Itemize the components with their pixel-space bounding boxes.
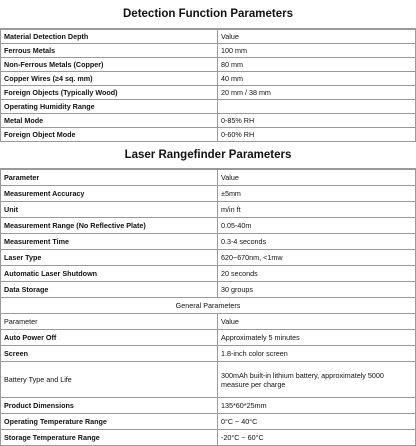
table-row: [1, 128, 416, 142]
value-cell: 100 mm: [218, 44, 416, 58]
param-cell: Ferrous Metals: [1, 44, 218, 58]
general-section-heading-row: [1, 298, 416, 314]
header-param: Material Detection Depth: [1, 30, 218, 44]
value-cell: 20 seconds: [218, 266, 416, 282]
param-cell: Auto Power Off: [1, 330, 218, 346]
param-cell: Screen: [1, 346, 218, 362]
table-row: [1, 266, 416, 282]
table-header-row: [1, 170, 416, 186]
value-cell: -20°C ~ 60°C: [218, 430, 416, 446]
table-row: [1, 58, 416, 72]
laser-title: Laser Rangefinder Parameters: [0, 142, 416, 169]
param-cell: Operating Humidity Range: [1, 100, 218, 114]
value-cell: 0.05-40m: [218, 218, 416, 234]
table-row: [1, 86, 416, 100]
value-cell: ±5mm: [218, 186, 416, 202]
param-cell: Battery Type and Life: [1, 362, 218, 398]
param-cell: Measurement Range (No Reflective Plate): [1, 218, 218, 234]
param-cell: Copper Wires (≥4 sq. mm): [1, 72, 218, 86]
table-row: [1, 282, 416, 298]
table-row: [1, 218, 416, 234]
param-cell: Measurement Time: [1, 234, 218, 250]
value-cell: 0.3-4 seconds: [218, 234, 416, 250]
param-cell: Operating Temperature Range: [1, 414, 218, 430]
table-row: [1, 330, 416, 346]
table-row: [1, 100, 416, 114]
value-cell: m/in ft: [218, 202, 416, 218]
value-cell: 0°C ~ 40°C: [218, 414, 416, 430]
table-row: [1, 114, 416, 128]
value-cell: [218, 100, 416, 114]
table-row: [1, 362, 416, 398]
table-row: [1, 44, 416, 58]
header-value: Value: [218, 314, 416, 330]
param-cell: Foreign Object Mode: [1, 128, 218, 142]
table-row: [1, 72, 416, 86]
value-cell: 0-60% RH: [218, 128, 416, 142]
table-row: [1, 202, 416, 218]
laser-table: [0, 169, 416, 446]
value-cell: 620~670nm, <1mw: [218, 250, 416, 266]
detection-table: [0, 29, 416, 142]
table-header-row: [1, 314, 416, 330]
param-cell: Metal Mode: [1, 114, 218, 128]
param-cell: Data Storage: [1, 282, 218, 298]
param-cell: Laser Type: [1, 250, 218, 266]
table-row: [1, 430, 416, 446]
value-cell: 300mAh built-in lithium battery, approximately 5000 measure per charge: [218, 362, 416, 398]
value-cell: 30 groups: [218, 282, 416, 298]
value-cell: 0-85% RH: [218, 114, 416, 128]
table-row: [1, 250, 416, 266]
param-cell: Foreign Objects (Typically Wood): [1, 86, 218, 100]
general-title: General Parameters: [1, 298, 416, 314]
table-row: [1, 346, 416, 362]
param-cell: Non-Ferrous Metals (Copper): [1, 58, 218, 72]
header-param: Parameter: [1, 170, 218, 186]
value-cell: Approximately 5 minutes: [218, 330, 416, 346]
param-cell: Unit: [1, 202, 218, 218]
value-cell: 20 mm / 38 mm: [218, 86, 416, 100]
param-cell: Product Dimensions: [1, 398, 218, 414]
value-cell: 135*60*25mm: [218, 398, 416, 414]
value-cell: 1.8-inch color screen: [218, 346, 416, 362]
header-param: Parameter: [1, 314, 218, 330]
table-row: [1, 398, 416, 414]
table-row: [1, 234, 416, 250]
value-cell: 40 mm: [218, 72, 416, 86]
header-value: Value: [218, 170, 416, 186]
param-cell: Measurement Accuracy: [1, 186, 218, 202]
detection-title: Detection Function Parameters: [0, 0, 416, 29]
table-header-row: [1, 30, 416, 44]
table-row: [1, 186, 416, 202]
header-value: Value: [218, 30, 416, 44]
param-cell: Storage Temperature Range: [1, 430, 218, 446]
param-cell: Automatic Laser Shutdown: [1, 266, 218, 282]
value-cell: 80 mm: [218, 58, 416, 72]
